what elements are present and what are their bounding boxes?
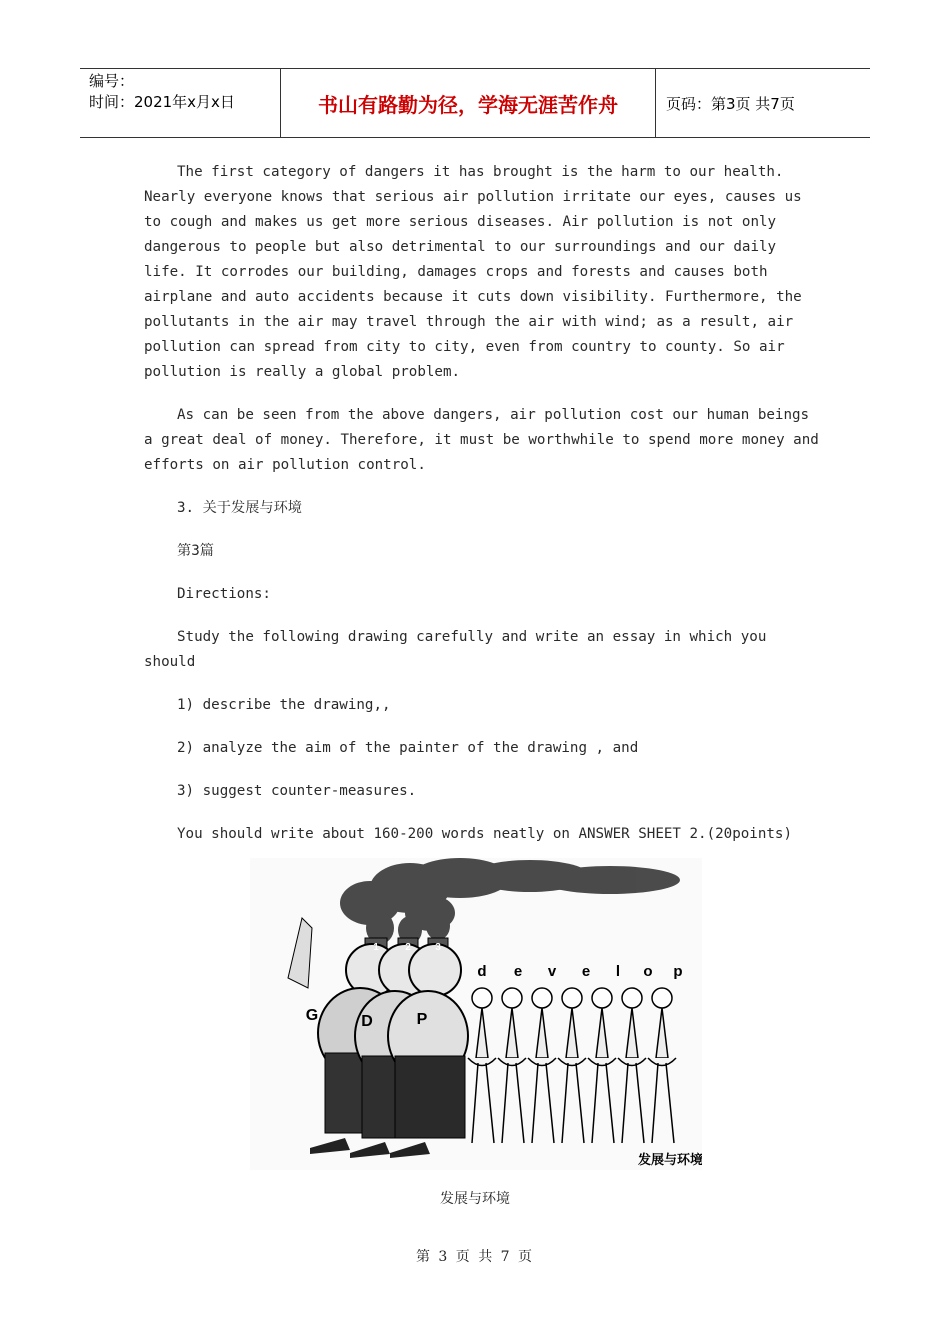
cartoon-inset-title: 发展与环境 <box>638 1153 702 1168</box>
page-header <box>80 68 870 138</box>
chimney-number-1: 1 <box>373 942 379 953</box>
paragraph-health-dangers: The first category of dangers it has brought is the harm to our health. Nearly everyone knows that serious air pollution irritate our eyes, causes us to cough and makes us get more serious diseases. Air pollution is not only dangerous to people but also detrimental to our surroundings and our daily life. It corrodes our building, damages crops and forests and causes both airplane and auto accidents because it cuts down visibility. Furthermore, the pollutants in the air may travel through the air with wind; as a result, air pollution can spread from city to city, even from country to county. So air pollution is really a global problem. <box>144 164 802 380</box>
instruction-text: Study the following drawing carefully and write an essay in which you should <box>144 629 767 670</box>
paragraph-conclusion: As can be seen from the above dangers, air pollution cost our human beings a great deal of money. Therefore, it must be worthwhile to spend more money and efforts on air pollution control. <box>144 407 819 473</box>
list-item-2: 2) analyze the aim of the painter of the drawing , and <box>177 740 639 756</box>
article-number: 第3篇 <box>177 543 214 559</box>
document-body <box>144 160 824 865</box>
document-number-label: 编号： <box>89 72 135 90</box>
word-limit-note: You should write about 160-200 words neatly on ANSWER SHEET 2.(20points) <box>177 826 792 842</box>
develop-letter-o: o <box>643 963 653 980</box>
belly-letter-d: D <box>361 1013 373 1030</box>
chimney-number-3: 3 <box>435 942 441 953</box>
list-item-1: 1) describe the drawing,, <box>177 697 391 713</box>
cartoon-svg <box>250 858 702 1170</box>
develop-letter-e1: e <box>513 963 523 980</box>
chimney-number-2: 2 <box>405 942 411 953</box>
belly-letter-p: P <box>416 1011 428 1028</box>
header-meta <box>80 69 280 137</box>
section-title: 3. 关于发展与环境 <box>177 500 302 516</box>
develop-letter-e2: e <box>581 963 591 980</box>
develop-letter-p: p <box>673 963 683 980</box>
header-page-info: 页码：第3页 共7页 <box>666 94 795 113</box>
header-motto: 书山有路勤为径，学海无涯苦作舟 <box>280 69 656 137</box>
document-date: 时间：2021年x月x日 <box>89 93 235 111</box>
list-item-3: 3) suggest counter-measures. <box>177 783 417 799</box>
belly-letter-g: G <box>305 1007 319 1024</box>
page-footer: 第 3 页 共 7 页 <box>415 1249 535 1265</box>
develop-letter-v: v <box>547 963 557 980</box>
figure-caption: 发展与环境 <box>440 1191 510 1207</box>
develop-letter-d: d <box>477 963 487 980</box>
cartoon-illustration <box>250 858 702 1170</box>
develop-letter-l: l <box>615 963 621 980</box>
directions-heading: Directions: <box>177 586 271 602</box>
